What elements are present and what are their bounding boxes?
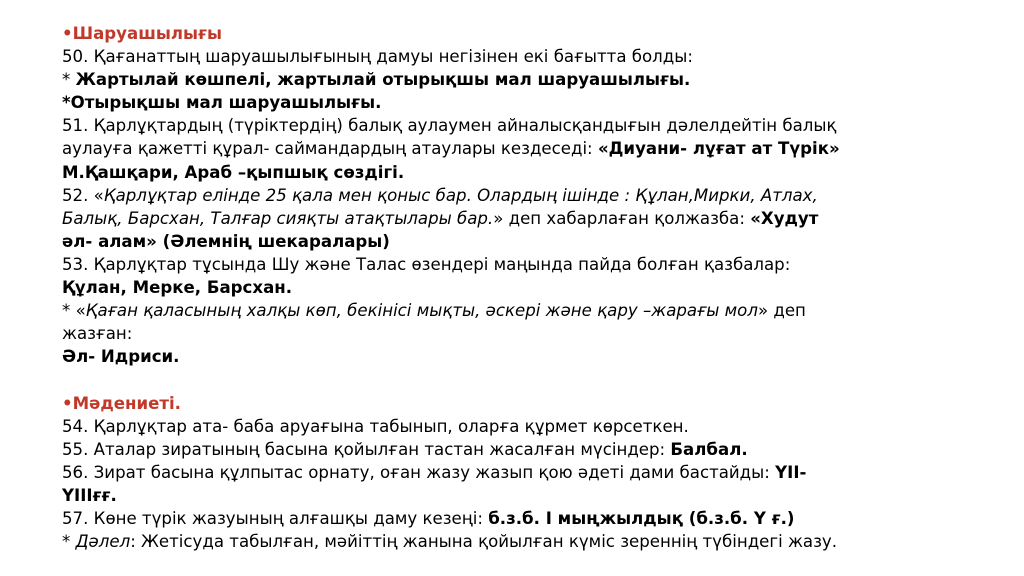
item-50-line-1: 50. Қағанаттың шаруашылығының дамуы негізінен екі бағытта болды: bbox=[62, 47, 693, 67]
bullet-marker: * bbox=[62, 70, 76, 90]
evidence-line bbox=[62, 530, 1012, 553]
item-51-line-2 bbox=[62, 137, 1012, 160]
item-50-line-2 bbox=[62, 68, 1012, 91]
item-53-answer: Құлан, Мерке, Барсхан. bbox=[62, 278, 293, 298]
section-heading-culture: •Мәдениеті. bbox=[62, 393, 181, 413]
item-53-quote-tail: жазған: bbox=[62, 324, 133, 344]
item-53-quote-end: » деп bbox=[757, 301, 806, 321]
item-56-line-1 bbox=[62, 461, 1012, 484]
item-51-answer-1: «Диуани- лұғат ат Түрік» bbox=[597, 139, 840, 159]
item-52-quote-1: Қарлұқтар елінде 25 қала мен қоныс бар. Олардың ішінде : Құлан,Мирки, Атлах, bbox=[103, 185, 818, 205]
item-51-answer-2: М.Қашқари, Араб –қыпшық сөздігі. bbox=[62, 162, 405, 182]
item-51-text: аулауға қажетті құрал- саймандардың атаулары кездеседі: bbox=[62, 139, 598, 159]
item-55-answer: Балбал. bbox=[670, 439, 748, 459]
item-56-answer-2: YIIIғғ. bbox=[62, 485, 117, 505]
item-52-answer-1: «Худут bbox=[750, 208, 819, 228]
item-53-line-1: 53. Қарлұқтар тұсында Шу және Талас өзендері маңында пайда болған қазбалар: bbox=[62, 254, 791, 274]
bullet-marker: * « bbox=[62, 301, 86, 321]
item-53-quote: Қаған қаласының халқы көп, бекінісі мықты, әскері және қару –жарағы мол bbox=[85, 301, 758, 321]
item-52-text: » деп хабарлаған қолжазба: bbox=[493, 208, 751, 228]
item-57-answer: б.з.б. І мыңжылдық (б.з.б. Y ғ.) bbox=[488, 508, 795, 528]
item-54: 54. Қарлұқтар ата- баба аруағына табынып, оларға құрмет көрсеткен. bbox=[62, 416, 689, 436]
item-55-text: 55. Аталар зиратының басына қойылған тастан жасалған мүсіндер: bbox=[62, 439, 671, 459]
item-57 bbox=[62, 507, 1012, 530]
item-52-quote-2: Балық, Барсхан, Талғар сияқты атақтылары бар. bbox=[62, 208, 494, 228]
spacer bbox=[62, 368, 1012, 391]
item-52-line-2 bbox=[62, 207, 1012, 230]
bullet-marker: * bbox=[62, 532, 76, 552]
item-56-text: 56. Зират басына құлпытас орнату, оған жазу жазып қою әдеті дами бастайды: bbox=[62, 462, 776, 482]
item-57-text: 57. Көне түрік жазуының алғашқы даму кезеңі: bbox=[62, 508, 489, 528]
item-52-answer-2: әл- алам» (Әлемнің шекаралары) bbox=[62, 231, 390, 251]
item-53-quote-line bbox=[62, 299, 1012, 322]
section-heading-economy: •Шаруашылығы bbox=[62, 24, 222, 43]
evidence-text: : Жетісуда табылған, мәйіттің жанына қойылған күміс зереннің түбіндегі жазу. bbox=[130, 532, 838, 552]
item-53-quote-answer: Әл- Идриси. bbox=[62, 347, 180, 367]
item-56-answer-1: YII- bbox=[775, 462, 807, 482]
document-body bbox=[62, 22, 1012, 553]
item-50-answer-1: Жартылай көшпелі, жартылай отырықшы мал шаруашылығы. bbox=[75, 70, 691, 90]
item-55 bbox=[62, 438, 1012, 461]
evidence-label: Дәлел bbox=[75, 532, 131, 552]
item-51-line-1: 51. Қарлұқтардың (түріктердің) балық аулаумен айналысқандығын дәлелдейтін балық bbox=[62, 116, 837, 136]
item-52-number: 52. « bbox=[62, 185, 104, 205]
item-50-answer-2: *Отырықшы мал шаруашылығы. bbox=[62, 93, 382, 113]
item-52-line-1 bbox=[62, 184, 1012, 207]
